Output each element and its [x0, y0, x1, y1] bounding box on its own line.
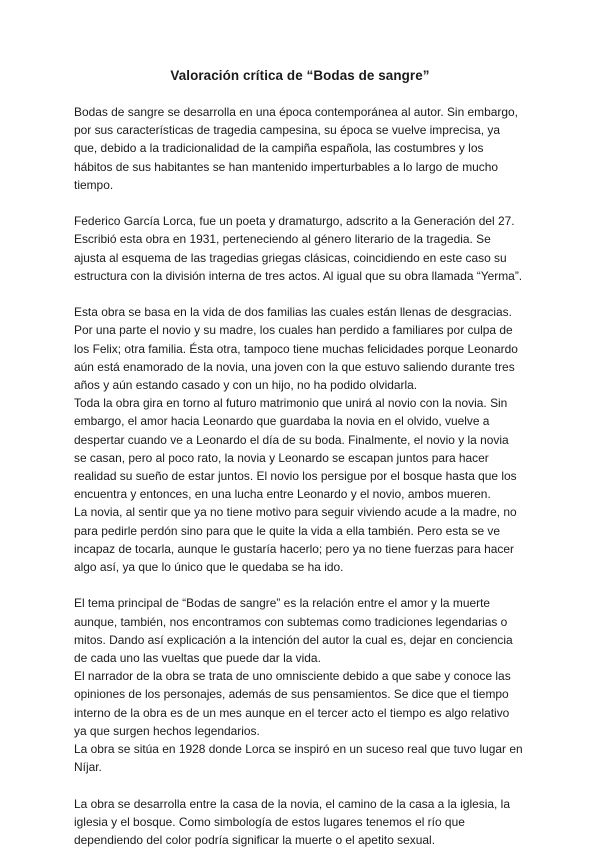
- paragraph: [74, 212, 536, 285]
- text-line: La novia, al sentir que ya no tiene motivo para seguir viviendo acude a la madre, no: [74, 505, 517, 520]
- paragraph-gap: [74, 194, 536, 212]
- text-line: tiempo.: [74, 177, 114, 192]
- paragraph: [74, 667, 536, 740]
- text-block: [74, 795, 536, 849]
- text-line: ya que surgen hechos legendarios.: [74, 723, 260, 738]
- text-line: opiniones de los personajes, además de sus pensamientos. Se dice que el tiempo: [74, 687, 509, 702]
- paragraph: [74, 303, 536, 394]
- text-line: que, debido a la tradicionalidad de la campiña española, las costumbres y los: [74, 141, 484, 156]
- text-line: algo así, ya que lo único que le quedaba se ha ido.: [74, 560, 344, 575]
- paragraph: [74, 394, 536, 503]
- text-block: [74, 594, 536, 776]
- paragraph: [74, 740, 536, 776]
- text-block: [74, 212, 536, 285]
- text-line: incapaz de tocarla, aunque le gustaría hacerlo; pero ya no tiene fuerzas para hacer: [74, 541, 514, 556]
- text-line: Bodas de sangre se desarrolla en una época contemporánea al autor. Sin embargo,: [74, 105, 518, 119]
- text-block: [74, 103, 536, 194]
- text-line: interno de la obra es de un mes aunque en el tercer acto el tiempo es algo relativo: [74, 705, 510, 720]
- paragraph-gap: [74, 776, 536, 794]
- text-line: estructura con la división interna de tres actos. Al igual que su obra llamada “Yerma”.: [74, 268, 523, 283]
- text-line: La obra se desarrolla entre la casa de la novia, el camino de la casa a la iglesia, la: [74, 796, 510, 811]
- text-line: para pedirle perdón sino para que le quite la vida a ella también. Pero esta se ve: [74, 523, 501, 538]
- paragraph: [74, 594, 536, 667]
- text-line: aún está enamorado de la novia, una joven con la que estuvo saliendo durante tres: [74, 359, 515, 374]
- paragraph: [74, 503, 536, 576]
- paragraph: [74, 103, 536, 194]
- text-line: Toda la obra gira en torno al futuro matrimonio que unirá al novio con la novia. Sin: [74, 396, 508, 411]
- text-line: Esta obra se basa en la vida de dos familias las cuales están llenas de desgracias.: [74, 305, 512, 320]
- text-line: La obra se sitúa en 1928 donde Lorca se inspiró en un suceso real que tuvo lugar en: [74, 742, 523, 757]
- text-line: Por una parte el novio y su madre, los cuales han perdido a familiares por culpa de: [74, 323, 513, 338]
- paragraph: [74, 795, 536, 849]
- text-line: mitos. Dando así explicación a la intención del autor la cual es, dejar en conciencia: [74, 632, 513, 647]
- text-line: Federico García Lorca, fue un poeta y dramaturgo, adscrito a la Generación del 27.: [74, 214, 515, 229]
- text-line: por sus características de tragedia campesina, su época se vuelve imprecisa, ya: [74, 123, 500, 138]
- text-line: se casan, pero al poco rato, la novia y Leonardo se escapan juntos para hacer: [74, 450, 489, 465]
- document-body: [74, 103, 536, 849]
- paragraph-gap: [74, 576, 536, 594]
- text-line: encuentra y entonces, en una lucha entre Leonardo y el novio, ambos mueren.: [74, 487, 491, 502]
- text-line: años y aún estando casado y con un hijo, no ha podido olvidarla.: [74, 378, 418, 393]
- text-line: iglesia y el bosque. Como simbología de estos lugares tenemos el río que: [74, 814, 465, 829]
- text-block: [74, 303, 536, 576]
- text-line: ajusta al esquema de las tragedias griegas clásicas, coincidiendo en este caso su: [74, 250, 507, 265]
- text-line: El narrador de la obra se trata de uno omnisciente debido a que sabe y conoce las: [74, 669, 511, 684]
- text-line: Níjar.: [74, 760, 102, 775]
- text-line: El tema principal de “Bodas de sangre” es la relación entre el amor y la muerte: [74, 596, 491, 611]
- paragraph-gap: [74, 285, 536, 303]
- text-line: los Felix; otra familia. Ésta otra, tampoco tiene muchas felicidades porque Leonardo: [74, 341, 518, 356]
- document-title: Valoración crítica de “Bodas de sangre”: [170, 68, 430, 83]
- text-line: despertar cuando ve a Leonardo el día de su boda. Finalmente, el novio y la novia: [74, 432, 509, 447]
- text-line: dependiendo del color podría significar la muerte o el apetito sexual.: [74, 833, 436, 848]
- text-line: realidad su sueño de estar juntos. El novio los persigue por el bosque hasta que los: [74, 469, 517, 484]
- text-line: de cada uno las vueltas que puede dar la vida.: [74, 651, 321, 666]
- text-line: hábitos de sus habitantes se han mantenido imperturbables a lo largo de mucho: [74, 159, 499, 174]
- text-line: aunque, también, nos encontramos con subtemas como tradiciones legendarias o: [74, 614, 508, 629]
- text-line: embargo, el amor hacia Leonardo que guardaba la novia en el olvido, vuelve a: [74, 414, 490, 429]
- text-line: Escribió esta obra en 1931, perteneciendo al género literario de la tragedia. Se: [74, 232, 491, 247]
